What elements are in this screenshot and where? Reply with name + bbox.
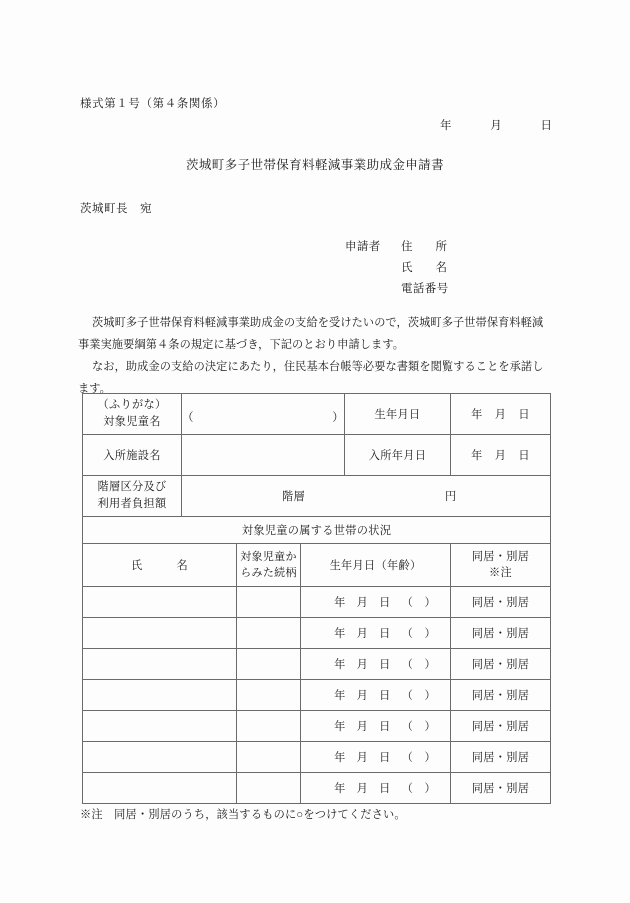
household-birth-header: 生年月日（年齢） [329, 560, 422, 572]
household-birth-day-label: 日 [379, 597, 391, 609]
household-relation-cell[interactable] [237, 742, 301, 773]
child-name-label: 対象児童名 [103, 416, 161, 428]
footnote: ※注 同居・別居のうち，該当するものに○をつけてください。 [80, 809, 406, 821]
household-birth-cell[interactable] [301, 587, 451, 618]
household-name-cell[interactable] [83, 649, 237, 680]
household-residence-cell[interactable]: 同居・別居 [451, 587, 551, 618]
household-name-cell[interactable] [83, 587, 237, 618]
child-name-label-cell [83, 394, 182, 435]
household-birth-month-label: 月 [356, 721, 369, 733]
household-name-cell[interactable] [83, 773, 237, 804]
household-birth-year-label: 年 [334, 783, 346, 795]
household-residence-cell[interactable]: 同居・別居 [451, 680, 551, 711]
household-birth-year-label: 年 [334, 690, 346, 702]
household-birth-month-label: 月 [356, 597, 369, 609]
tier-label-cell [83, 476, 182, 517]
table-row [83, 618, 551, 649]
admission-date-label: 入所年月日 [368, 450, 427, 462]
facility-name-label-cell [83, 435, 182, 476]
household-residence-cell[interactable]: 同居・別居 [451, 711, 551, 742]
household-birth-year-label: 年 [334, 752, 346, 764]
household-birth-month-label: 月 [356, 752, 369, 764]
document-title: 茨城町多子世帯保育料軽減事業助成金申請書 [185, 158, 444, 172]
household-residence-cell[interactable]: 同居・別居 [451, 649, 551, 680]
admission-date-label-cell [345, 435, 451, 476]
tier-input-cell[interactable] [182, 476, 551, 517]
body-paragraph-1: 茨城町多子世帯保育料軽減事業助成金の支給を受けたいので，茨城町多子世帯保育料軽減事業実施要綱第４条の規定に基づき，下記のとおり申請します。 [78, 317, 544, 351]
household-birth-ymd [301, 780, 450, 796]
household-birth-day-label: 日 [379, 628, 391, 640]
household-birth-month-label: 月 [356, 783, 369, 795]
child-birth-month-label: 月 [494, 409, 507, 421]
household-birth-month-label: 月 [356, 628, 369, 640]
child-birthdate-label-cell [345, 394, 451, 435]
table-row-household-section [83, 517, 551, 544]
household-name-cell[interactable] [83, 711, 237, 742]
household-birth-year-label: 年 [334, 597, 346, 609]
child-birth-year-label: 年 [471, 409, 483, 421]
household-birth-ymd [301, 749, 450, 765]
applicant-address-row [345, 238, 463, 259]
date-month-label: 月 [490, 120, 502, 132]
household-age-label: （ ） [401, 721, 437, 733]
paren-open: （ [182, 411, 194, 424]
applicant-block [345, 238, 463, 301]
table-row [83, 711, 551, 742]
household-residence-header-cell [451, 544, 551, 587]
household-birth-cell[interactable] [301, 711, 451, 742]
admission-year-label: 年 [471, 450, 483, 462]
household-birth-year-label: 年 [334, 659, 346, 671]
application-form-table [82, 393, 551, 804]
household-residence-cell[interactable]: 同居・別居 [451, 773, 551, 804]
household-birth-ymd [301, 625, 450, 641]
household-relation-cell[interactable] [237, 587, 301, 618]
table-row [83, 742, 551, 773]
household-age-label: （ ） [401, 628, 437, 640]
household-birth-ymd [301, 594, 450, 610]
tier-label-line2: 利用者負担額 [97, 498, 167, 510]
household-residence-header-line2: ※注 [489, 567, 513, 579]
household-birth-cell[interactable] [301, 680, 451, 711]
household-name-header-b: 名 [176, 560, 188, 572]
form-code-label: 様式第１号（第４条関係） [80, 98, 226, 110]
addressee-label: 茨城町長 宛 [80, 203, 152, 215]
applicant-address-label: 住 所 [401, 241, 447, 253]
household-birth-day-label: 日 [379, 659, 391, 671]
household-age-label: （ ） [401, 752, 437, 764]
household-birth-cell[interactable] [301, 773, 451, 804]
household-relation-header-line2: らみた続柄 [240, 567, 297, 579]
household-name-header-a: 氏 [131, 560, 143, 572]
household-birth-cell[interactable] [301, 618, 451, 649]
applicant-phone-label: 電話番号 [401, 283, 449, 295]
applicant-name-row [345, 259, 463, 280]
household-name-cell[interactable] [83, 680, 237, 711]
table-row-household-headers [83, 544, 551, 587]
household-birth-ymd [301, 718, 450, 734]
household-name-header [83, 557, 236, 573]
household-name-cell[interactable] [83, 742, 237, 773]
household-name-cell[interactable] [83, 618, 237, 649]
tier-unit-label: 階層 [282, 491, 305, 503]
household-birth-day-label: 日 [379, 783, 391, 795]
household-relation-cell[interactable] [237, 649, 301, 680]
applicant-lead-label: 申請者 [345, 241, 381, 253]
household-residence-cell[interactable]: 同居・別居 [451, 742, 551, 773]
table-row [83, 587, 551, 618]
child-birth-day-label: 日 [518, 409, 530, 421]
household-birth-day-label: 日 [379, 752, 391, 764]
table-row-facility [83, 435, 551, 476]
household-relation-cell[interactable] [237, 711, 301, 742]
table-row [83, 680, 551, 711]
household-birth-year-label: 年 [334, 628, 346, 640]
household-birth-month-label: 月 [356, 659, 369, 671]
body-paragraph-2: なお，助成金の支給の決定にあたり，住民基本台帳等必要な書類を閲覧することを承諾します。 [78, 361, 544, 395]
household-age-label: （ ） [401, 597, 437, 609]
table-row-child [83, 394, 551, 435]
household-age-label: （ ） [401, 783, 437, 795]
applicant-name-label: 氏 名 [401, 262, 447, 274]
child-birthdate-ymd [451, 406, 550, 422]
household-birth-year-label: 年 [334, 721, 346, 733]
furigana-paren-row [182, 404, 344, 425]
furigana-label: （ふりがな） [97, 399, 167, 411]
tier-amount-unit-label: 円 [444, 491, 457, 503]
household-birth-header-cell [301, 544, 451, 587]
household-birth-cell[interactable] [301, 742, 451, 773]
household-relation-header-cell [237, 544, 301, 587]
table-row [83, 649, 551, 680]
admission-date-ymd [451, 447, 550, 463]
household-birth-day-label: 日 [379, 690, 391, 702]
facility-name-input-cell[interactable] [182, 435, 345, 476]
household-birth-month-label: 月 [356, 690, 369, 702]
household-birth-cell[interactable] [301, 649, 451, 680]
household-relation-cell[interactable] [237, 680, 301, 711]
tier-label-line1: 階層区分及び [97, 481, 167, 493]
applicant-phone-row [345, 280, 463, 301]
household-age-label: （ ） [401, 659, 437, 671]
household-relation-cell[interactable] [237, 773, 301, 804]
date-year-label: 年 [440, 120, 452, 132]
child-birthdate-label: 生年月日 [374, 409, 421, 421]
household-birth-ymd [301, 656, 450, 672]
household-residence-header-line1: 同居・別居 [471, 551, 530, 563]
household-birth-day-label: 日 [379, 721, 391, 733]
date-day-label: 日 [540, 120, 552, 132]
admission-month-label: 月 [494, 450, 507, 462]
household-age-label: （ ） [401, 690, 437, 702]
facility-name-label: 入所施設名 [103, 450, 161, 462]
paren-close: ） [332, 411, 345, 424]
body-text [78, 312, 552, 400]
tier-inner [182, 488, 550, 504]
child-birthdate-input-cell[interactable] [451, 394, 551, 435]
child-name-input-cell[interactable] [182, 394, 345, 435]
submission-date-line [440, 117, 552, 133]
table-row [83, 773, 551, 804]
household-relation-header-line1: 対象児童か [240, 551, 297, 563]
household-name-header-cell [83, 544, 237, 587]
household-birth-ymd [301, 687, 450, 703]
household-section-title: 対象児童の属する世帯の状況 [83, 517, 551, 544]
household-residence-cell[interactable]: 同居・別居 [451, 618, 551, 649]
household-relation-cell[interactable] [237, 618, 301, 649]
admission-day-label: 日 [518, 450, 530, 462]
table-row-tier [83, 476, 551, 517]
admission-date-input-cell[interactable] [451, 435, 551, 476]
